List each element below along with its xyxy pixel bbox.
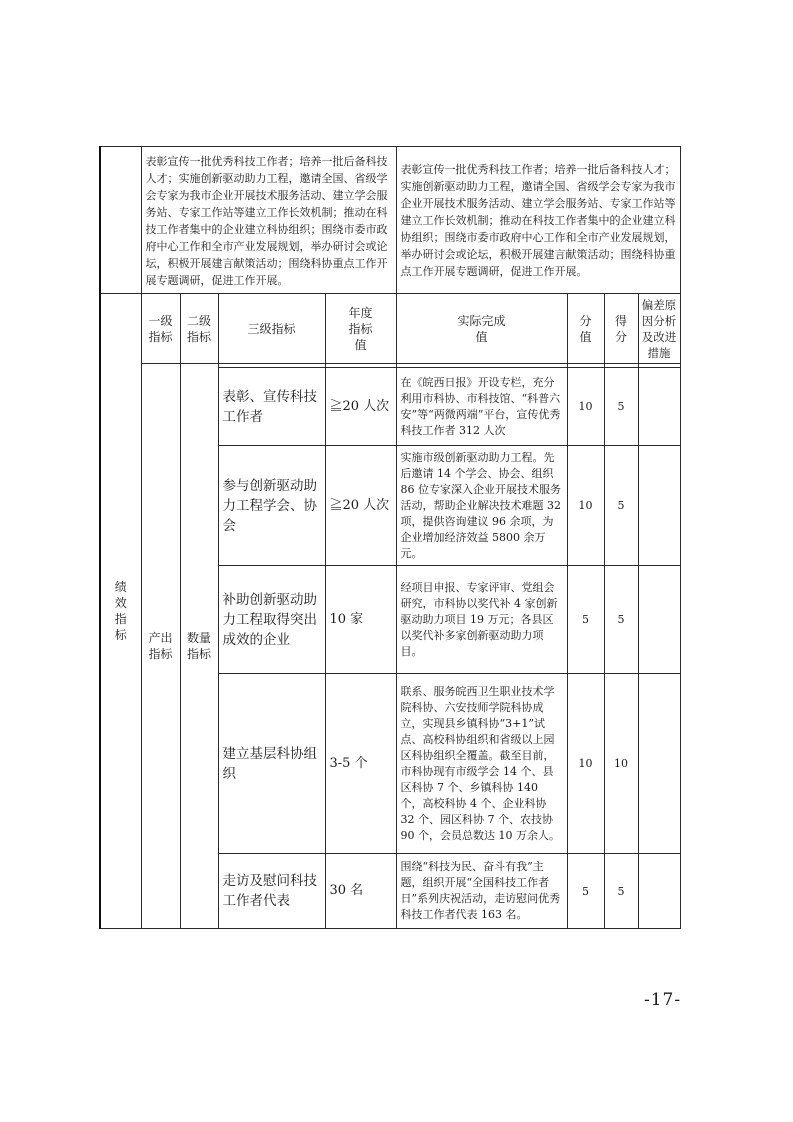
- actual-cell: 联系、服务皖西卫生职业技术学院科协、六安技师学院科协成立，实现县乡镇科协“3+1”试点、高校科协组织和省级以上园区科协组织全覆盖。截至目前，市科协现有市级学会 14 个、县区科协 7 个、乡镇科协 140 个，高校科协 4 个、企业科协 32 个、园区科协 7 个、农技协 90 个，会员总数达 10 万余人。: [396, 674, 567, 854]
- indicator-cell: 表彰、宣传科技工作者: [218, 368, 325, 446]
- performance-table: [99, 146, 681, 929]
- header-annual: [325, 294, 396, 364]
- score-cell: 5: [604, 446, 638, 566]
- deviation-cell: [638, 368, 680, 446]
- header-deviation: [638, 294, 680, 364]
- value-cell: 10: [567, 446, 604, 566]
- indicator-cell: 走访及慰问科技工作者代表: [218, 854, 325, 929]
- score-cell: 5: [604, 566, 638, 674]
- deviation-cell: [638, 566, 680, 674]
- header-level2: [180, 294, 218, 364]
- value-cell: 10: [567, 674, 604, 854]
- indicator-cell: 补助创新驱动助力工程取得突出成效的企业: [218, 566, 325, 674]
- header-level1: [141, 294, 180, 364]
- header-level1-text: 一级指标: [148, 313, 173, 344]
- score-cell: 5: [604, 854, 638, 929]
- header-score-value-text: 分值: [579, 313, 592, 344]
- summary-right-text: 表彰宣传一批优秀科技工作者；培养一批后备科技人才；实施创新驱动助力工程，邀请全国、省级学会专家为我市企业开展技术服务活动、建立学会服务站、专家工作站等建立工作长效机制；推动在科技工作者集中的企业建立科协组织；围绕市委市政府中心工作和全市产业发展规划，举办研讨会或论坛，积极开展建言献策活动；围绕科协重点工作开展专题调研，促进工作开展。: [396, 147, 680, 294]
- level2-text: 数量指标: [186, 631, 211, 661]
- indicator-cell: 建立基层科协组织: [218, 674, 325, 854]
- value-cell: 5: [567, 566, 604, 674]
- header-score-got-text: 得分: [614, 313, 627, 344]
- header-annual-text: 年度指标值: [348, 305, 373, 352]
- value-cell: 10: [567, 368, 604, 446]
- target-cell: ≧20 人次: [325, 368, 396, 446]
- summary-row: [100, 147, 680, 294]
- summary-blank-cell: [100, 147, 141, 294]
- header-level3: 三级指标: [218, 294, 325, 364]
- deviation-cell: [638, 674, 680, 854]
- section-label: 绩效指标: [114, 580, 127, 642]
- level1-cell: [141, 364, 180, 929]
- page-number: -17-: [644, 990, 682, 1010]
- header-score-got: [604, 294, 638, 364]
- header-score-value: [567, 294, 604, 364]
- table-header-row: [100, 294, 680, 364]
- score-cell: 10: [604, 674, 638, 854]
- target-cell: 10 家: [325, 566, 396, 674]
- summary-left-text: 表彰宣传一批优秀科技工作者；培养一批后备科技人才；实施创新驱动助力工程，邀请全国、省级学会专家为我市企业开展技术服务活动、建立学会服务站、专家工作站等建立工作长效机制；推动在科技工作者集中的企业建立科协组织；围绕市委市政府中心工作和全市产业发展规划，举办研讨会或论坛，积极开展建言献策活动；围绕科协重点工作开展专题调研，促进工作开展。: [141, 147, 396, 294]
- target-cell: 30 名: [325, 854, 396, 929]
- performance-indicator-label: [100, 294, 141, 929]
- target-cell: ≧20 人次: [325, 446, 396, 566]
- actual-cell: 围绕“科技为民、奋斗有我”主题，组织开展“全国科技工作者日”系列庆祝活动，走访慰问优秀科技工作者代表 163 名。: [396, 854, 567, 929]
- indicator-cell: 参与创新驱动助力工程学会、协会: [218, 446, 325, 566]
- actual-cell: 实施市级创新驱动助力工程。先后邀请 14 个学会、协会、组织 86 位专家深入企业开展技术服务活动，帮助企业解决技术难题 32 项，提供咨询建议 96 余项，为企业增加经济效益 5800 余万元。: [396, 446, 567, 566]
- level1-text: 产出指标: [148, 631, 173, 661]
- value-cell: 5: [567, 854, 604, 929]
- actual-cell: 在《皖西日报》开设专栏，充分利用市科协、市科技馆、“科普六安”等“两微两端”平台，宣传优秀科技工作者 312 人次: [396, 368, 567, 446]
- deviation-cell: [638, 446, 680, 566]
- deviation-cell: [638, 854, 680, 929]
- header-level2-text: 二级指标: [186, 313, 211, 344]
- actual-cell: 经项目申报、专家评审、党组会研究，市科协以奖代补 4 家创新驱动助力项目 19 万元；各县区以奖代补多家创新驱动助力项目。: [396, 566, 567, 674]
- target-cell: 3-5 个: [325, 674, 396, 854]
- level2-cell: [180, 364, 218, 929]
- header-actual-text: 实际完成值: [457, 313, 506, 344]
- score-cell: 5: [604, 368, 638, 446]
- header-deviation-text: 偏差原因分析及改进措施: [641, 297, 677, 360]
- header-actual: [396, 294, 567, 364]
